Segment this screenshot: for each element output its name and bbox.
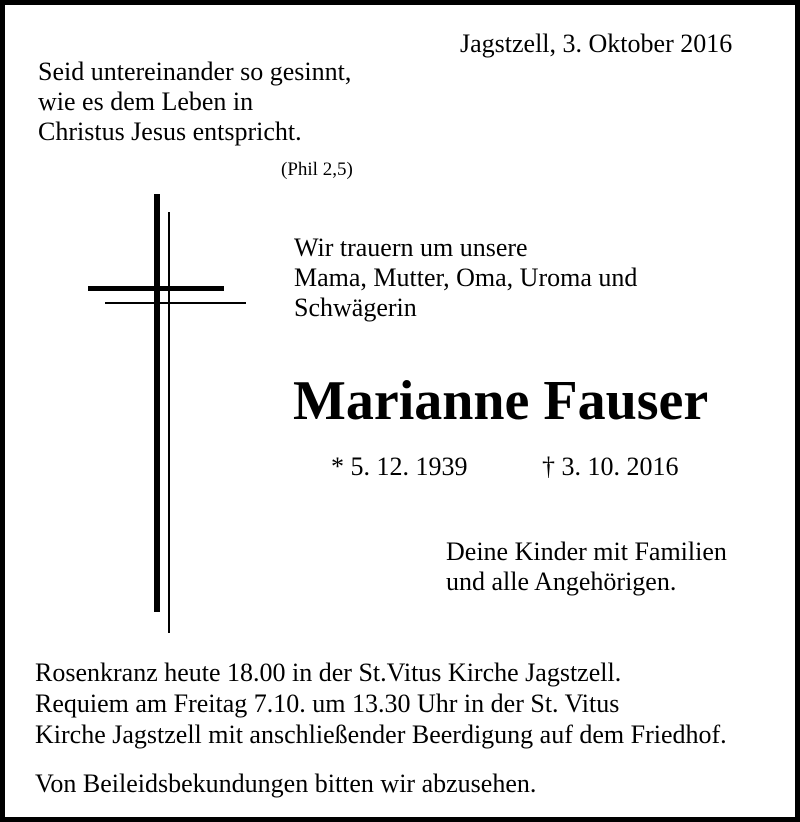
- cross-icon: [85, 190, 250, 635]
- verse-reference: (Phil 2,5): [281, 159, 353, 180]
- birth-date: * 5. 12. 1939: [331, 452, 468, 481]
- service-line: Rosenkranz heute 18.00 in der St.Vitus Kirche Jagstzell.: [35, 658, 622, 687]
- intro-line: Schwägerin: [294, 293, 417, 322]
- bible-verse: [38, 57, 351, 147]
- service-details: [35, 657, 727, 750]
- verse-line: Seid untereinander so gesinnt,: [38, 57, 352, 86]
- service-line: Kirche Jagstzell mit anschließender Beerdigung auf dem Friedhof.: [35, 720, 727, 749]
- place-date: Jagstzell, 3. Oktober 2016: [460, 29, 733, 58]
- death-date: † 3. 10. 2016: [542, 452, 679, 481]
- deceased-name: Marianne Fauser: [293, 370, 709, 432]
- verse-line: Christus Jesus entspricht.: [38, 117, 302, 146]
- mourners-signature: [446, 537, 727, 597]
- mourning-intro: [294, 233, 637, 323]
- closing-note: Von Beileidsbekundungen bitten wir abzusehen.: [35, 769, 537, 798]
- intro-line: Mama, Mutter, Oma, Uroma und: [294, 263, 638, 292]
- intro-line: Wir trauern um unsere: [294, 233, 528, 262]
- mourners-line: und alle Angehörigen.: [446, 567, 677, 596]
- service-line: Requiem am Freitag 7.10. um 13.30 Uhr in der St. Vitus: [35, 689, 620, 718]
- mourners-line: Deine Kinder mit Familien: [446, 537, 727, 566]
- verse-line: wie es dem Leben in: [38, 87, 254, 116]
